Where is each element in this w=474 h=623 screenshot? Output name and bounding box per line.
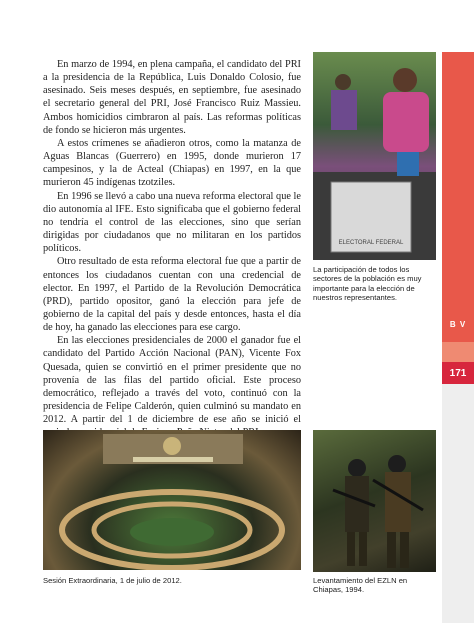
- ezln-photo: [313, 430, 436, 572]
- paragraph: En marzo de 1994, en plena campaña, el candidato del PRI a la presidencia de la República, Luis Donaldo Colosio, fue asesinado. Seis meses después, en septiembre, fue asesinado el secretario general del PRI, José Francisco Ruiz Massieu. Ambos homicidios cimbraron al país. Las reformas políticas de fondo se hicieron más urgentes.: [43, 59, 301, 136]
- sidebar-tab: [442, 52, 474, 342]
- ezln-caption: Levantamiento del EZLN en Chiapas, 1994.: [313, 576, 408, 595]
- block-label: B V: [449, 320, 467, 329]
- paragraph: Otro resultado de esta reforma electoral fue que a partir de entonces los ciudadanos cuentan con una credencial de elector. En 1997, el Partido de la Revolución Democrática (PRD), partido opositor, ganó la elección para jefe de gobierno de la capital del país y desde entonces, hasta el día de hoy, ha ganado las elecciones para ese cargo.: [43, 256, 301, 334]
- paragraph: En 1996 se llevó a cabo una nueva reforma electoral que le dio autonomía al IFE. Esto significaba que el gobierno federal no tendría el control de las elecciones, sino que serían dirigidas por ciudadanos que no militaran en los partidos políticos.: [43, 190, 301, 255]
- session-photo: [43, 430, 301, 570]
- voting-caption: La participación de todos los sectores de la población es muy importante para la elección de nuestros representantes.: [313, 265, 422, 303]
- voting-photo: [313, 52, 436, 260]
- paragraph: A estos crímenes se añadieron otros, como la matanza de Aguas Blancas (Guerrero) en 1995, donde murieron 17 campesinos, y la de Acteal (Chiapas) en 1997, en la que murieron 45 indígenas tzotziles.: [43, 137, 301, 189]
- session-caption: Sesión Extraordinaria, 1 de julio de 2012.: [43, 576, 182, 585]
- svg-text:ELECTORAL FEDERAL: ELECTORAL FEDERAL: [338, 240, 404, 246]
- page-number: 171: [442, 362, 474, 384]
- sidebar-block-strip: [442, 342, 474, 362]
- paragraph: En las elecciones presidenciales de 2000 el ganador fue el candidato del Partido Acción Nacional (PAN), Vicente Fox Quesada, quien se convirtió en el primer presidente que no provenía de las filas del partido oficial. Este proceso democrático, reflejado a través del voto, continuó con la presidencia de Felipe Calderón, quien culminó su mandato en 2012. A partir del 1 de diciembre de ese año se inició el: [43, 335, 301, 426]
- sidebar-lower: [442, 384, 474, 623]
